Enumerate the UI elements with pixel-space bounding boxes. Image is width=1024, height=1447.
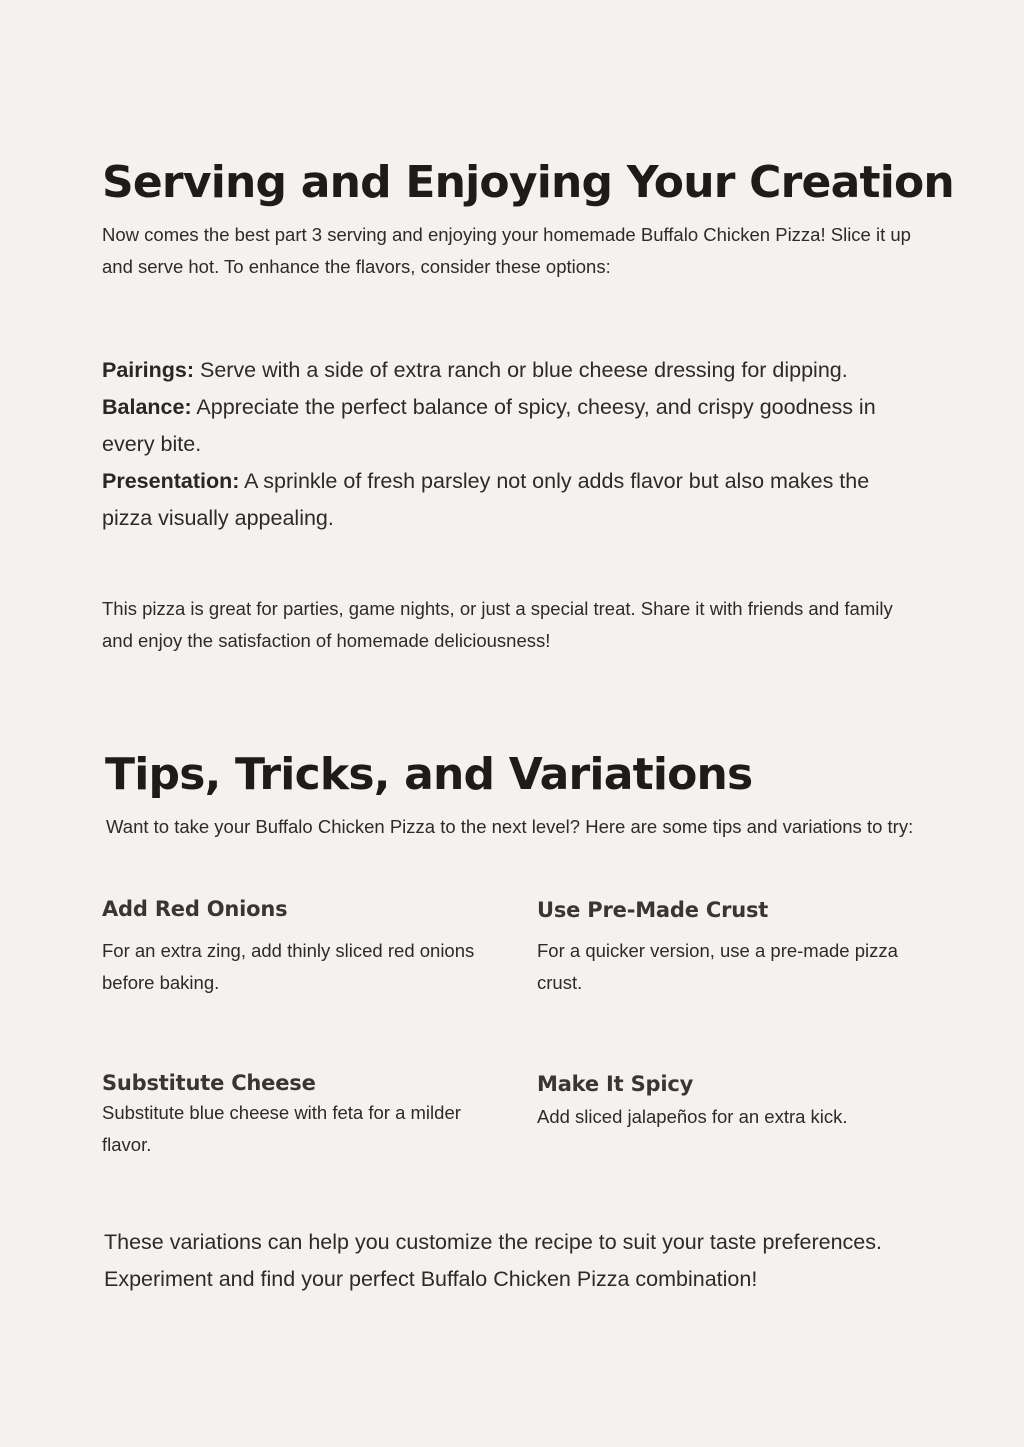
tip-card: [102, 1071, 512, 1161]
tip-heading: Use Pre-Made Crust: [537, 898, 769, 922]
tip-heading: Substitute Cheese: [102, 1071, 316, 1095]
tip-heading: Make It Spicy: [537, 1072, 694, 1096]
serving-title: Serving and Enjoying Your Creation: [102, 157, 954, 208]
option-text: Appreciate the perfect balance of spicy, cheesy, and crispy goodness in every bite.: [102, 395, 876, 456]
tip-text: Substitute blue cheese with feta for a milder flavor.: [102, 1102, 461, 1155]
option-text: Serve with a side of extra ranch or blue cheese dressing for dipping.: [194, 358, 848, 382]
option-text: A sprinkle of fresh parsley not only adds flavor but also makes the pizza visually appealing.: [102, 469, 870, 530]
tip-card: [102, 897, 512, 999]
serving-closing: This pizza is great for parties, game nights, or just a special treat. Share it with friends and family and enjoy the satisfaction of homemade deliciousness!: [102, 598, 893, 651]
tip-text: For an extra zing, add thinly sliced red onions before baking.: [102, 940, 475, 993]
option-balance: [102, 389, 924, 463]
option-label: Pairings:: [102, 358, 194, 382]
option-label: Balance:: [102, 395, 192, 419]
option-pairings: [102, 352, 924, 389]
tip-card: [537, 1072, 932, 1133]
tip-text: Add sliced jalapeños for an extra kick.: [537, 1106, 848, 1127]
tip-text: For a quicker version, use a pre-made pizza crust.: [537, 940, 898, 993]
serving-intro: Now comes the best part 3 serving and enjoying your homemade Buffalo Chicken Pizza! Slice it up and serve hot. To enhance the flavors, consider these options:: [102, 224, 911, 277]
tips-intro: Want to take your Buffalo Chicken Pizza to the next level? Here are some tips and variations to try:: [106, 816, 914, 837]
serving-options-list: [102, 352, 924, 537]
tips-closing: These variations can help you customize the recipe to suit your taste preferences. Experiment and find your perfect Buffalo Chicken Pizza combination!: [104, 1230, 882, 1291]
option-label: Presentation:: [102, 469, 240, 493]
tip-card: [537, 898, 932, 999]
tips-title: Tips, Tricks, and Variations: [105, 749, 753, 800]
tip-heading: Add Red Onions: [102, 897, 288, 921]
option-presentation: [102, 463, 924, 537]
